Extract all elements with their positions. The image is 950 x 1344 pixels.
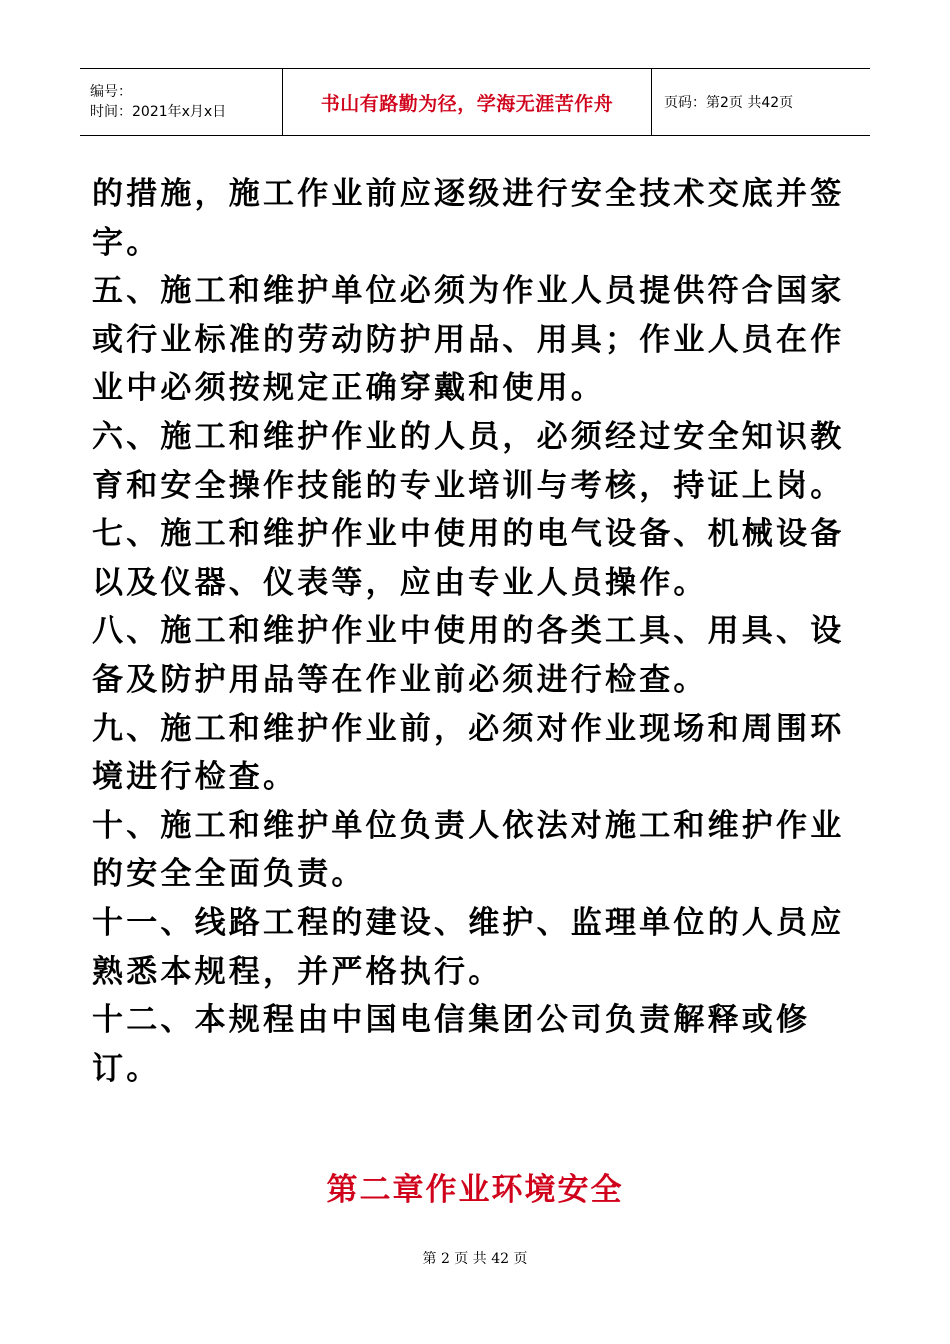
paragraph: 十一、线路工程的建设、维护、监理单位的人员应熟悉本规程，并严格执行。 (92, 904, 845, 990)
paragraph: 十、施工和维护单位负责人依法对施工和维护作业的安全全面负责。 (92, 807, 845, 893)
chapter-title: 第二章作业环境安全 (326, 1172, 624, 1208)
header-right-cell (652, 69, 870, 135)
paragraph: 五、施工和维护单位必须为作业人员提供符合国家或行业标准的劳动防护用品、用具；作业人员在作业中必须按规定正确穿戴和使用。 (92, 273, 845, 407)
header-page-label: 页码：第2页 共42页 (664, 95, 794, 111)
document-body (92, 170, 862, 1093)
paragraph: 六、施工和维护作业的人员，必须经过安全知识教育和安全操作技能的专业培训与考核，持证上岗。 (92, 418, 845, 504)
document-number-label: 编号： (90, 84, 132, 100)
paragraph: 十二、本规程由中国电信集团公司负责解释或修订。 (92, 1002, 811, 1087)
paragraph: 七、施工和维护作业中使用的电气设备、机械设备以及仪器、仪表等，应由专业人员操作。 (92, 516, 845, 601)
header-motto: 书山有路勤为径，学海无涯苦作舟 (320, 92, 614, 115)
paragraph: 九、施工和维护作业前，必须对作业现场和周围环境进行检查。 (92, 710, 845, 796)
paragraph: 八、施工和维护作业中使用的各类工具、用具、设备及防护用品等在作业前必须进行检查。 (92, 613, 845, 698)
header-left-cell (80, 69, 282, 135)
document-time-label: 时间：2021年x月x日 (90, 104, 227, 120)
page-header (80, 68, 870, 136)
header-middle-cell (282, 69, 652, 135)
paragraph: 的措施，施工作业前应逐级进行安全技术交底并签字。 (92, 176, 845, 261)
page-footer: 第 2 页 共 42 页 (422, 1251, 528, 1267)
